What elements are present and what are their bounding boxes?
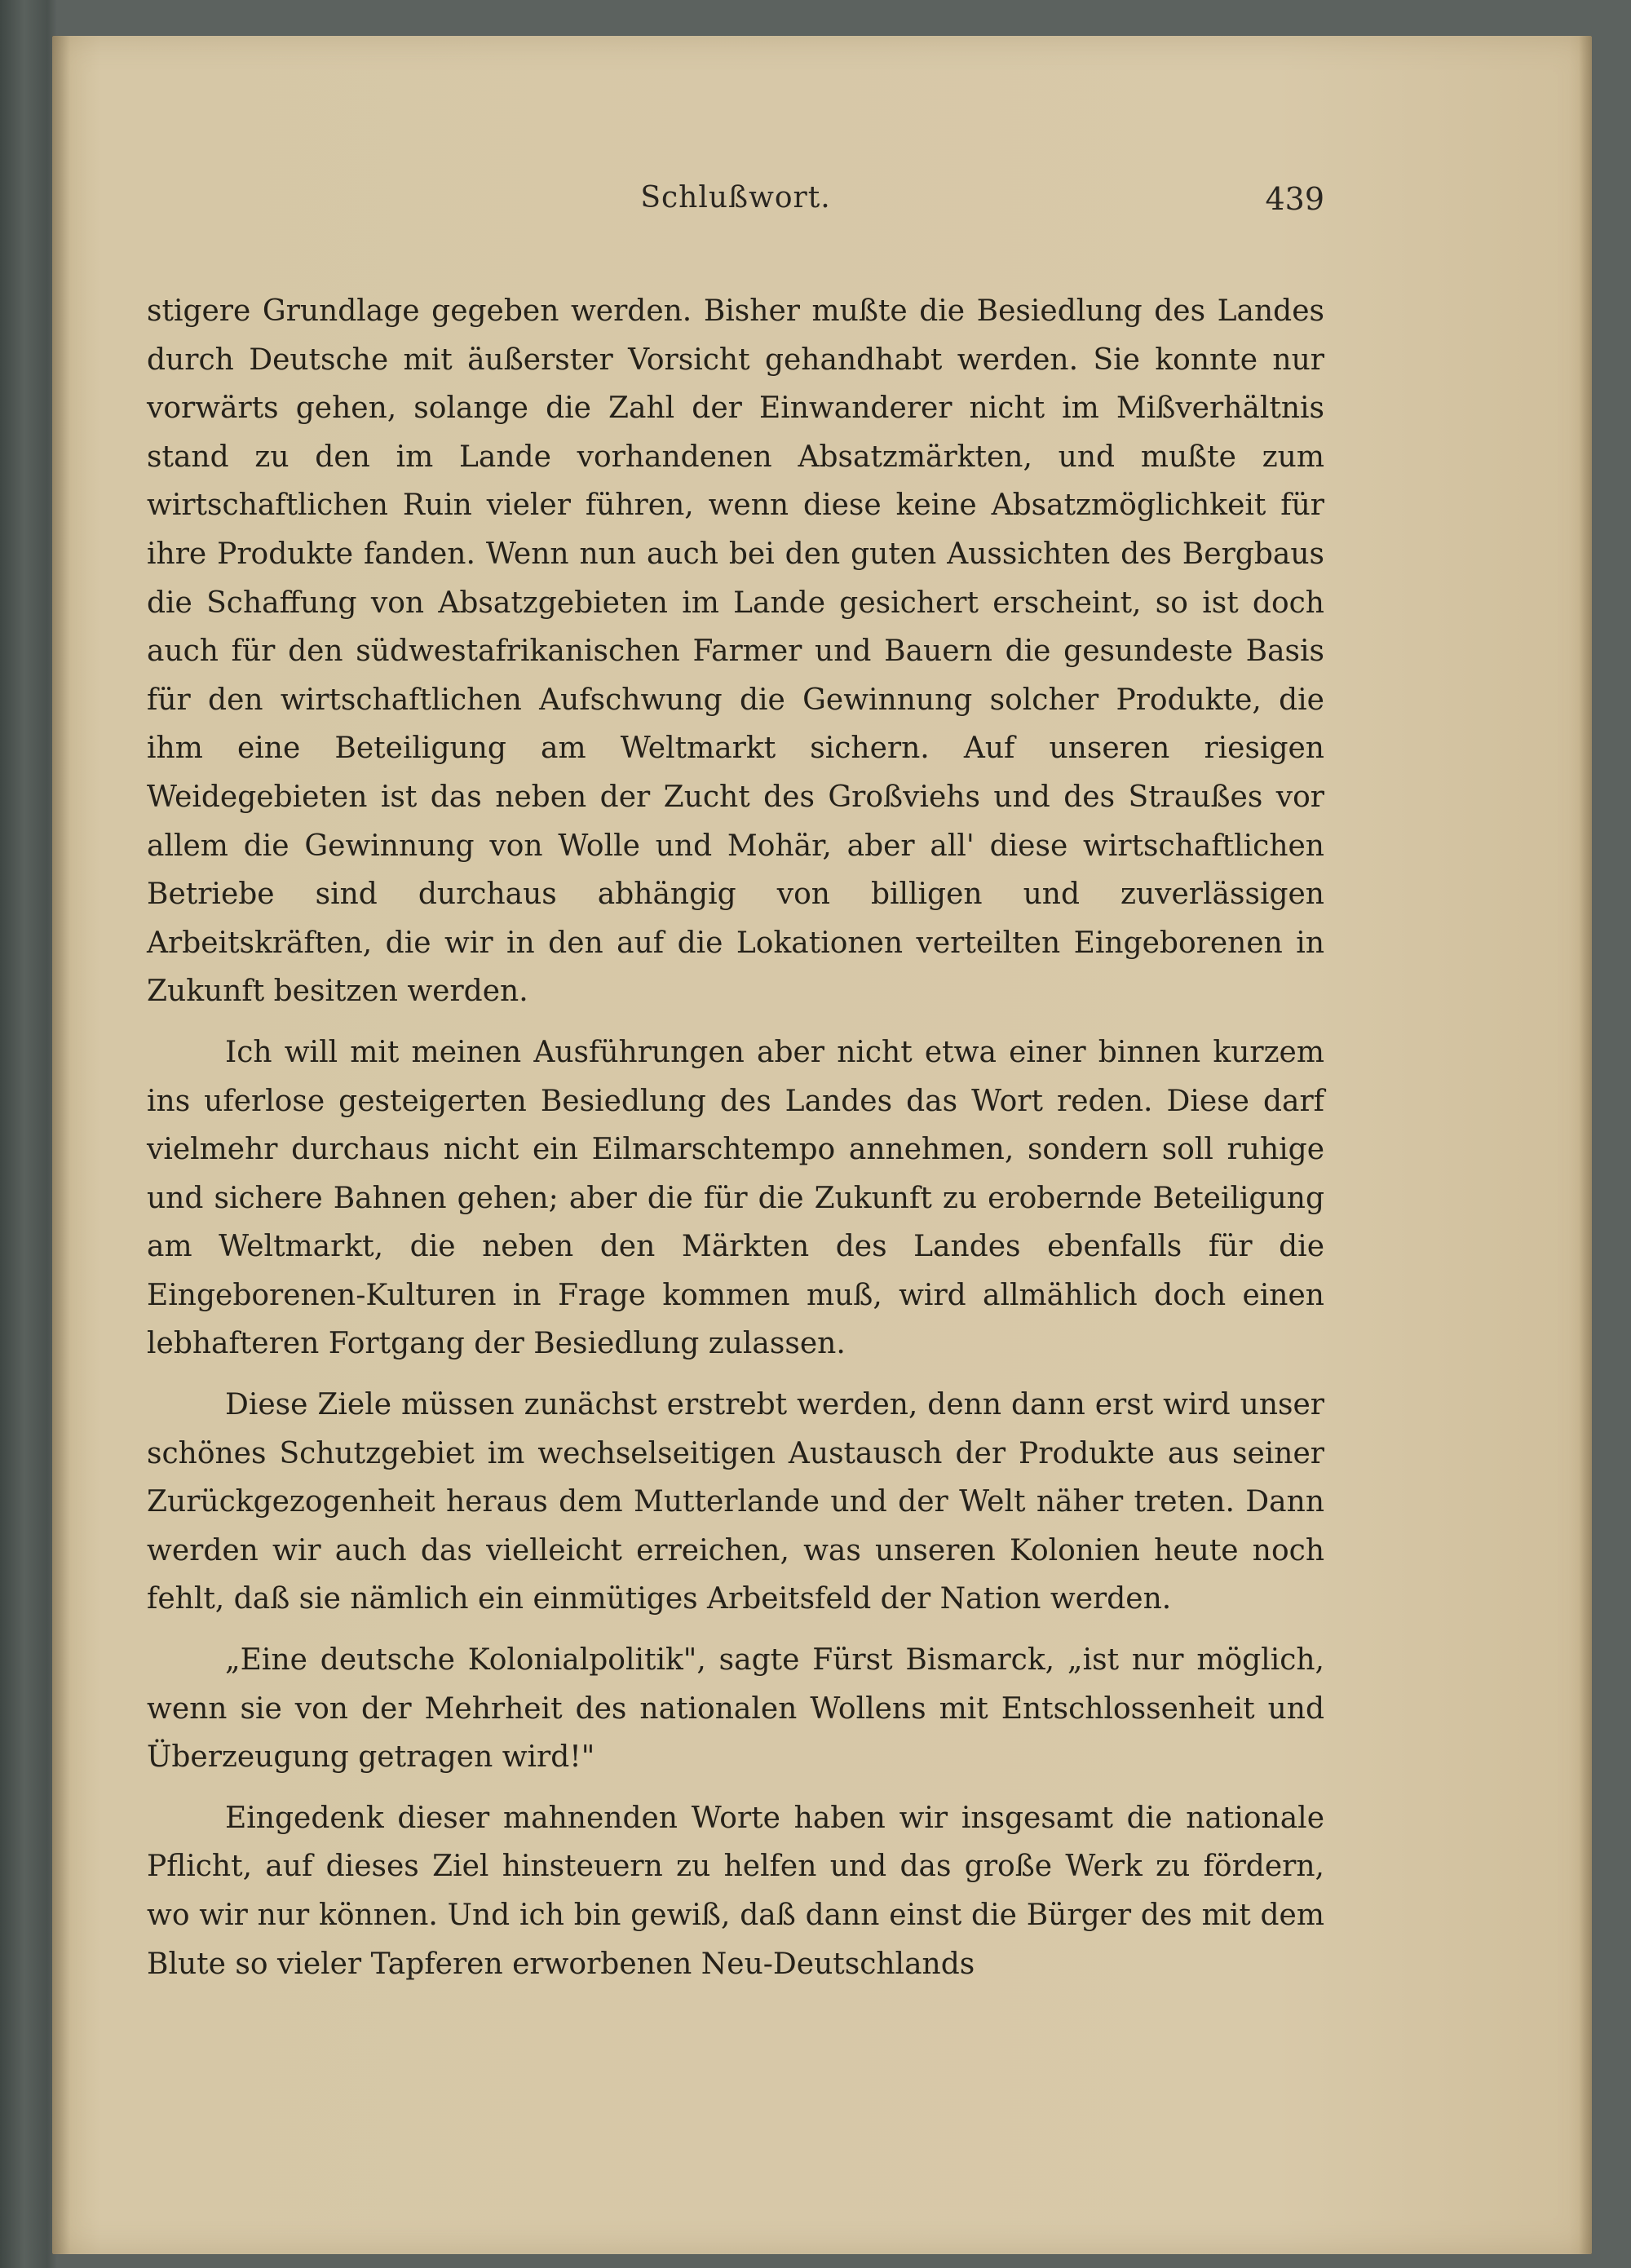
page-number: 439	[1265, 181, 1324, 217]
running-title: Schlußwort.	[640, 181, 831, 214]
running-head	[147, 181, 1324, 238]
paragraph-3: Diese Ziele müssen zunächst erstrebt werden, denn dann erst wird unser schönes Schutzgebiet im wechselseitigen Austausch der Produkte aus seiner Zurückgezogenheit heraus dem Mutterlande und der Welt näher treten. Dann werden wir auch das vielleicht erreichen, was unseren Kolonien heute noch fehlt, daß sie nämlich ein einmütiges Arbeitsfeld der Nation werden.	[147, 1388, 1324, 1616]
body-text	[147, 287, 1324, 2001]
quote-paragraph: „Eine deutsche Kolonialpolitik", sagte Fürst Bismarck, „ist nur möglich, wenn sie von der Mehrheit des nationalen Wollens mit Entschlossenheit und Überzeugung getragen wird!"	[147, 1643, 1324, 1775]
paragraph-2: Ich will mit meinen Ausführungen aber nicht etwa einer binnen kurzem ins uferlose gesteigerten Besiedlung des Landes das Wort reden. Diese darf vielmehr durchaus nicht ein Eilmarschtempo annehmen, sondern soll ruhige und sichere Bahnen gehen; aber die für die Zukunft zu erobernde Beteiligung am Weltmarkt, die neben den Märkten des Landes ebenfalls für die Eingeborenen-Kulturen in Frage kommen muß, wird allmählich doch einen lebhafteren Fortgang der Besiedlung zulassen.	[147, 1035, 1324, 1361]
paragraph-5: Eingedenk dieser mahnenden Worte haben wir insgesamt die nationale Pflicht, auf dieses Ziel hinsteuern zu helfen und das große Werk zu fördern, wo wir nur können. Und ich bin gewiß, daß dann einst die Bürger des mit dem Blute so vieler Tapferen erworbenen Neu-Deutschlands	[147, 1801, 1324, 1981]
gutter-shadow	[52, 36, 70, 2254]
page-edge-shadow	[1579, 36, 1592, 2254]
paragraph-1: stigere Grundlage gegeben werden. Bisher mußte die Besiedlung des Landes durch Deutsche mit äußerster Vorsicht gehandhabt werden. Sie konnte nur vorwärts gehen, solange die Zahl der Einwanderer nicht im Mißverhältnis stand zu den im Lande vorhandenen Absatzmärkten, und mußte zum wirtschaftlichen Ruin vieler führen, wenn diese keine Absatzmöglichkeit für ihre Produkte fanden. Wenn nun auch bei den guten Aussichten des Bergbaus die Schaffung von Absatzgebieten im Lande gesichert erscheint, so ist doch auch für den südwestafrikanischen Farmer und Bauern die gesundeste Basis für den wirtschaftlichen Aufschwung die Gewinnung solcher Produkte, die ihm eine Beteiligung am Weltmarkt sichern. Auf unseren riesigen Weidegebieten ist das neben der Zucht des Großviehs und des Straußes vor allem die Gewinnung von Wolle und Mohär, aber all' diese wirtschaftlichen Betriebe sind durchaus abhängig von billigen und zuverlässigen Arbeitskräften, die wir in den auf die Lokationen verteilten Eingeborenen in Zukunft besitzen werden.	[147, 294, 1324, 1009]
